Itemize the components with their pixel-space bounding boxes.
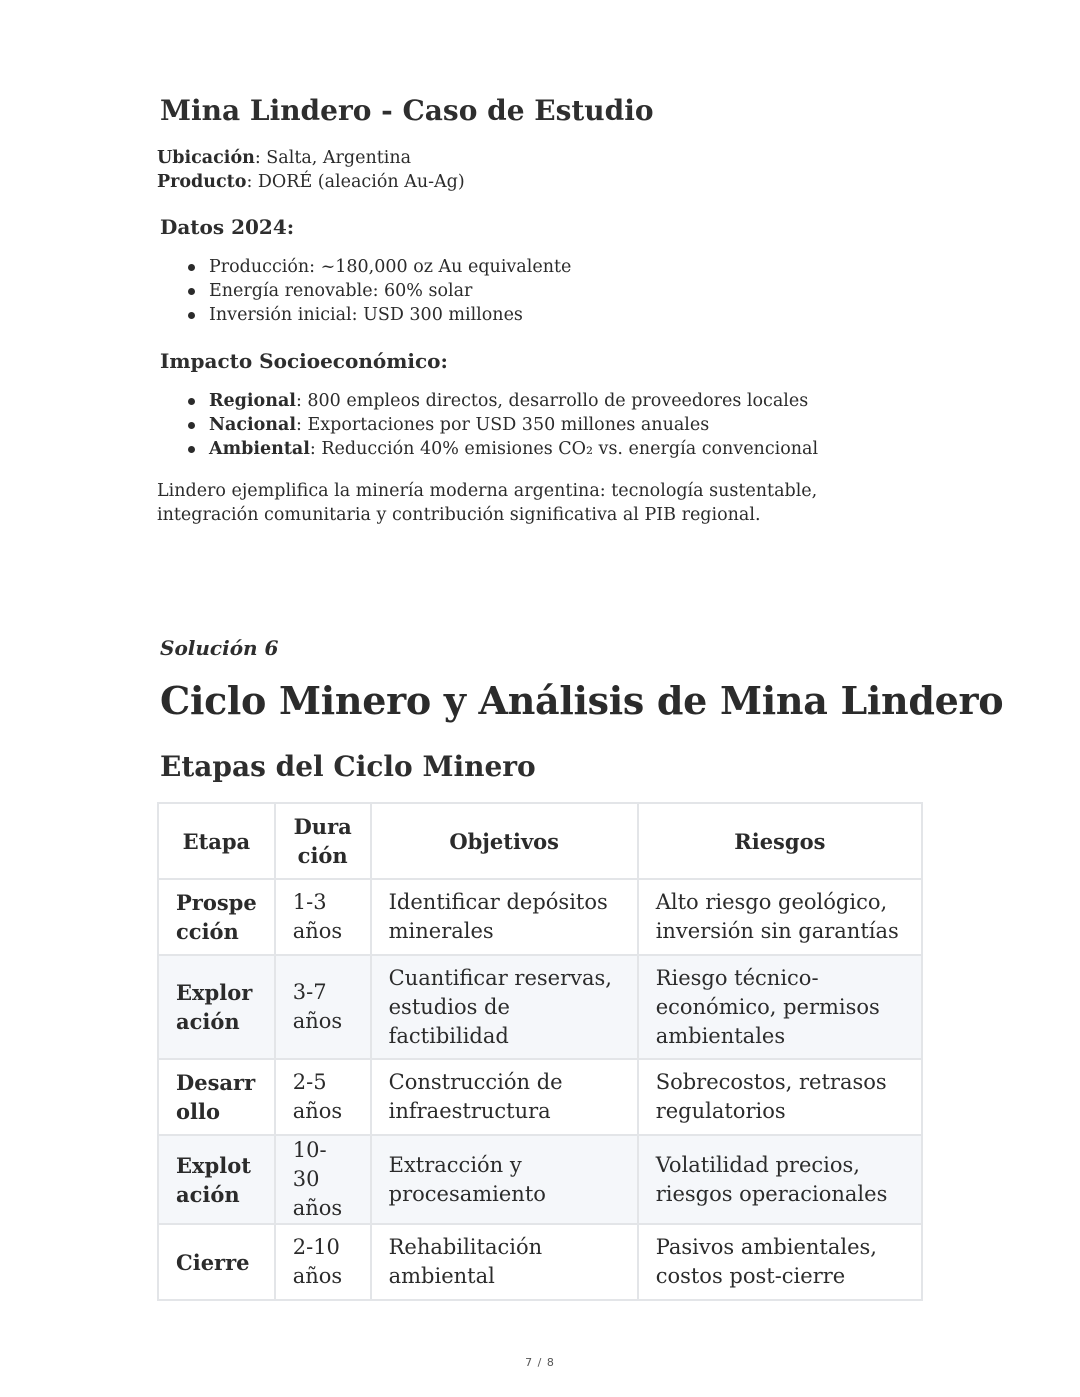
objectives-cell: Construcción de infraestructura <box>371 1059 638 1135</box>
location-label: Ubicación <box>157 148 255 168</box>
stage-cell: Prospe cción <box>158 879 275 955</box>
column-header-objetivos: Objetivos <box>371 803 638 879</box>
stage-cell: Explor ación <box>158 955 275 1059</box>
impact-text-regional: : 800 empleos directos, desarrollo de proveedores locales <box>295 391 809 411</box>
table-row <box>158 1059 922 1135</box>
page-number: 7 / 8 <box>525 1356 555 1369</box>
duration-cell: 2-10 años <box>275 1224 371 1300</box>
list-item: Producción: ~180,000 oz Au equivalente <box>185 255 571 279</box>
duration-cell: 3-7 años <box>275 955 371 1059</box>
risks-cell: Alto riesgo geológico, inversión sin garantías <box>638 879 922 955</box>
table-row <box>158 955 922 1059</box>
duration-cell: 1-3 años <box>275 879 371 955</box>
table-row <box>158 1224 922 1300</box>
product-label: Producto <box>157 172 247 192</box>
objectives-cell: Identificar depósitos minerales <box>371 879 638 955</box>
risks-cell: Sobrecostos, retrasos regulatorios <box>638 1059 922 1135</box>
mining-cycle-table <box>157 802 923 1301</box>
list-item <box>185 389 818 413</box>
location-value: : Salta, Argentina <box>254 148 412 168</box>
objectives-cell: Cuantificar reservas, estudios de factibilidad <box>371 955 638 1059</box>
solution-label: Solución 6 <box>160 636 279 660</box>
list-item <box>185 437 818 461</box>
list-item: Energía renovable: 60% solar <box>185 279 571 303</box>
risks-cell: Pasivos ambientales, costos post-cierre <box>638 1224 922 1300</box>
duration-cell: 2-5 años <box>275 1059 371 1135</box>
conclusion-paragraph: Lindero ejemplifica la minería moderna argentina: tecnología sustentable, integración comunitaria y contribución significativa al PIB regional. <box>157 481 818 525</box>
stage-cell: Desarr ollo <box>158 1059 275 1135</box>
impact-label-ambiental: Ambiental <box>209 439 310 459</box>
risks-cell: Riesgo técnico-económico, permisos ambientales <box>638 955 922 1059</box>
list-item: Inversión inicial: USD 300 millones <box>185 303 571 327</box>
product-value: : DORÉ (aleación Au-Ag) <box>246 172 465 192</box>
impact-text-ambiental: : Reducción 40% emisiones CO₂ vs. energía convencional <box>309 439 819 459</box>
objectives-cell: Extracción y procesamiento <box>371 1135 638 1224</box>
impact-heading: Impacto Socioeconómico: <box>160 349 448 373</box>
stage-cell: Cierre <box>158 1224 275 1300</box>
column-header-duracion: Dura ción <box>275 803 371 879</box>
section-title: Etapas del Ciclo Minero <box>160 750 536 783</box>
table-header-row <box>158 803 922 879</box>
risks-cell: Volatilidad precios, riesgos operacionales <box>638 1135 922 1224</box>
table-row <box>158 1135 922 1224</box>
impact-label-nacional: Nacional <box>209 415 297 435</box>
product-line <box>157 170 465 194</box>
data-2024-heading: Datos 2024: <box>160 215 295 239</box>
location-line <box>157 146 465 170</box>
impact-text-nacional: : Exportaciones por USD 350 millones anuales <box>296 415 710 435</box>
impact-list <box>185 389 818 461</box>
impact-label-regional: Regional <box>209 391 296 411</box>
case-meta <box>157 146 465 194</box>
table-row <box>158 879 922 955</box>
page-title: Ciclo Minero y Análisis de Mina Lindero <box>160 678 1004 723</box>
case-study-title: Mina Lindero - Caso de Estudio <box>160 94 654 127</box>
duration-cell: 10-30 años <box>275 1135 371 1224</box>
stage-cell: Explot ación <box>158 1135 275 1224</box>
list-item <box>185 413 818 437</box>
data-2024-list <box>185 255 571 327</box>
objectives-cell: Rehabilitación ambiental <box>371 1224 638 1300</box>
column-header-riesgos: Riesgos <box>638 803 922 879</box>
column-header-etapa: Etapa <box>158 803 275 879</box>
